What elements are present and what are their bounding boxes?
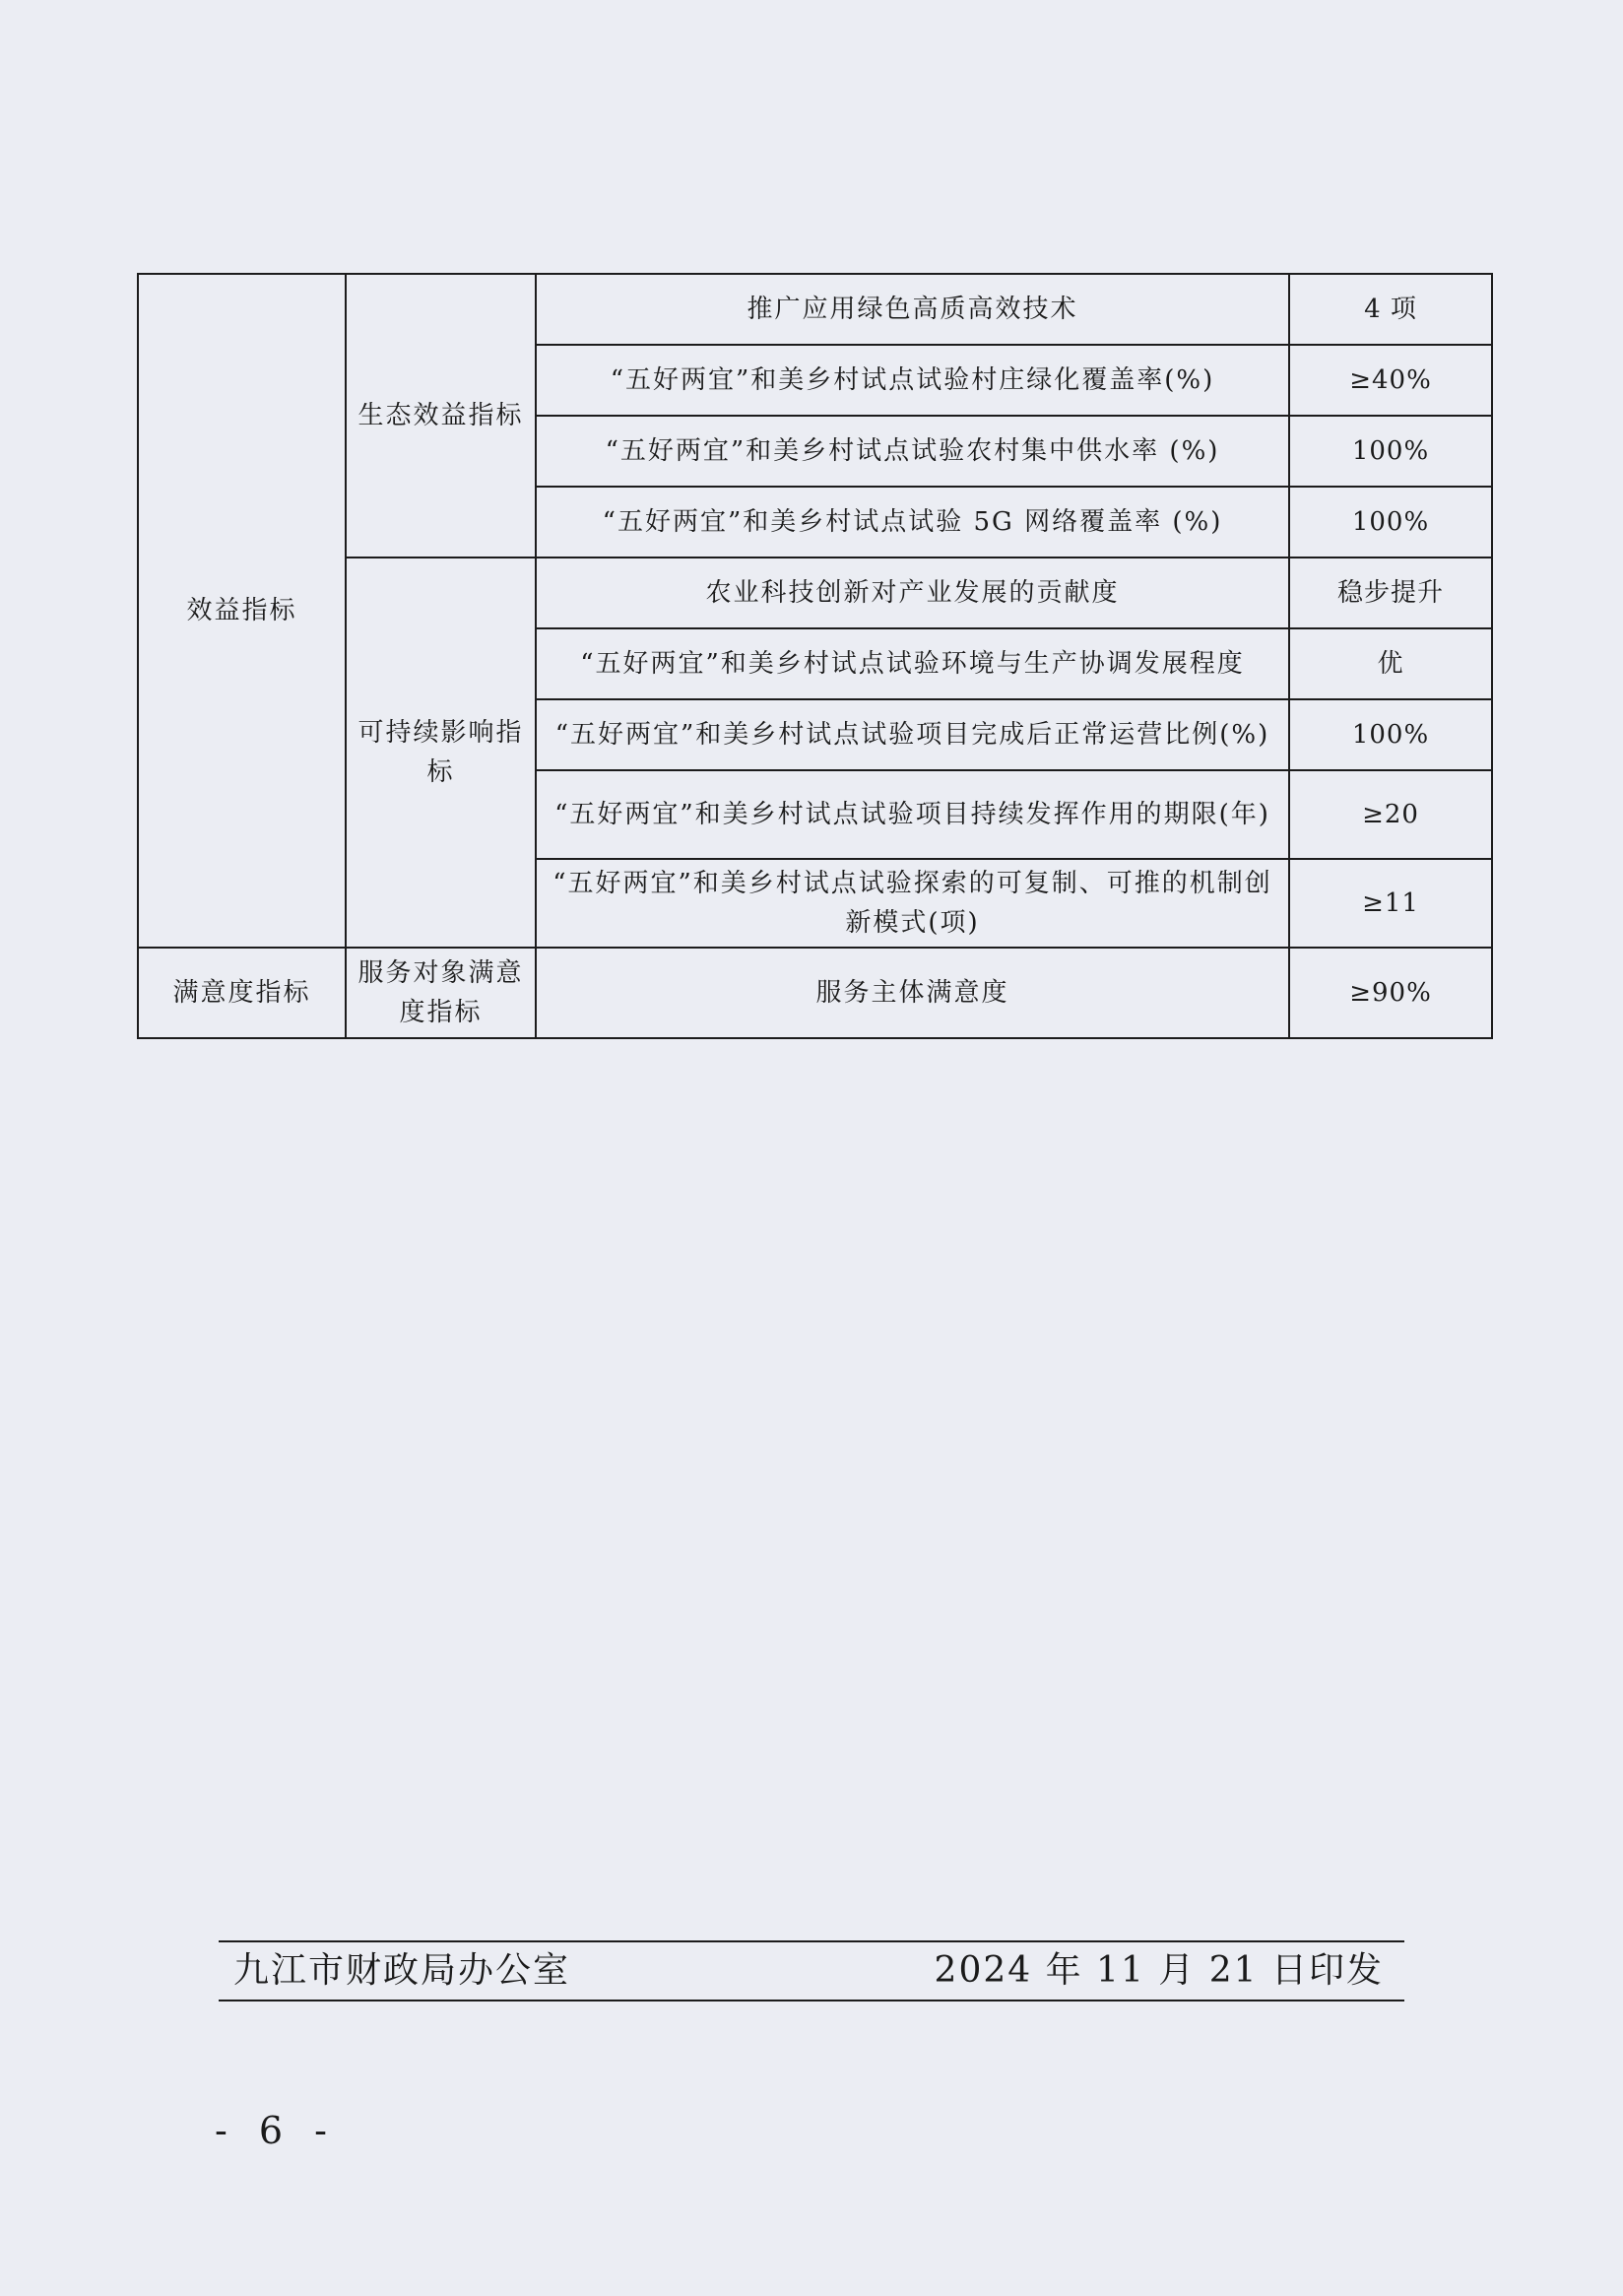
indicator-cell: 推广应用绿色高质高效技术	[536, 274, 1289, 345]
indicator-cell: “五好两宜”和美乡村试点试验村庄绿化覆盖率(%)	[536, 345, 1289, 416]
indicator-cell: “五好两宜”和美乡村试点试验环境与生产协调发展程度	[536, 628, 1289, 699]
level2-indicator-cell: 可持续影响指标	[346, 558, 536, 948]
level1-indicator-cell: 满意度指标	[138, 948, 346, 1038]
footer-issuer: 九江市财政局办公室	[233, 1950, 571, 1991]
indicator-cell: “五好两宜”和美乡村试点试验项目持续发挥作用的期限(年)	[536, 770, 1289, 859]
footer-divider-bottom	[219, 2000, 1404, 2001]
value-cell: 100%	[1289, 487, 1492, 558]
footer-divider-top	[219, 1940, 1404, 1942]
value-cell: ≥20	[1289, 770, 1492, 859]
indicator-table	[137, 273, 1493, 1039]
indicator-cell: 服务主体满意度	[536, 948, 1289, 1038]
indicator-cell: “五好两宜”和美乡村试点试验 5G 网络覆盖率 (%)	[536, 487, 1289, 558]
value-cell: ≥40%	[1289, 345, 1492, 416]
value-cell: ≥90%	[1289, 948, 1492, 1038]
indicator-cell: 农业科技创新对产业发展的贡献度	[536, 558, 1289, 628]
table-row	[138, 948, 1492, 1038]
indicator-cell: “五好两宜”和美乡村试点试验探索的可复制、可推的机制创新模式(项)	[536, 859, 1289, 948]
indicator-cell: “五好两宜”和美乡村试点试验项目完成后正常运营比例(%)	[536, 699, 1289, 770]
value-cell: 优	[1289, 628, 1492, 699]
level2-indicator-cell: 生态效益指标	[346, 274, 536, 558]
value-cell: 稳步提升	[1289, 558, 1492, 628]
level1-indicator-cell: 效益指标	[138, 274, 346, 948]
indicator-cell: “五好两宜”和美乡村试点试验农村集中供水率 (%)	[536, 416, 1289, 487]
level2-indicator-cell: 服务对象满意度指标	[346, 948, 536, 1038]
footer-date: 2024 年 11 月 21 日印发	[934, 1950, 1384, 1991]
value-cell: 100%	[1289, 699, 1492, 770]
value-cell: ≥11	[1289, 859, 1492, 948]
value-cell: 100%	[1289, 416, 1492, 487]
page-number: - 6 -	[215, 2109, 338, 2152]
value-cell: 4 项	[1289, 274, 1492, 345]
table-row	[138, 274, 1492, 345]
